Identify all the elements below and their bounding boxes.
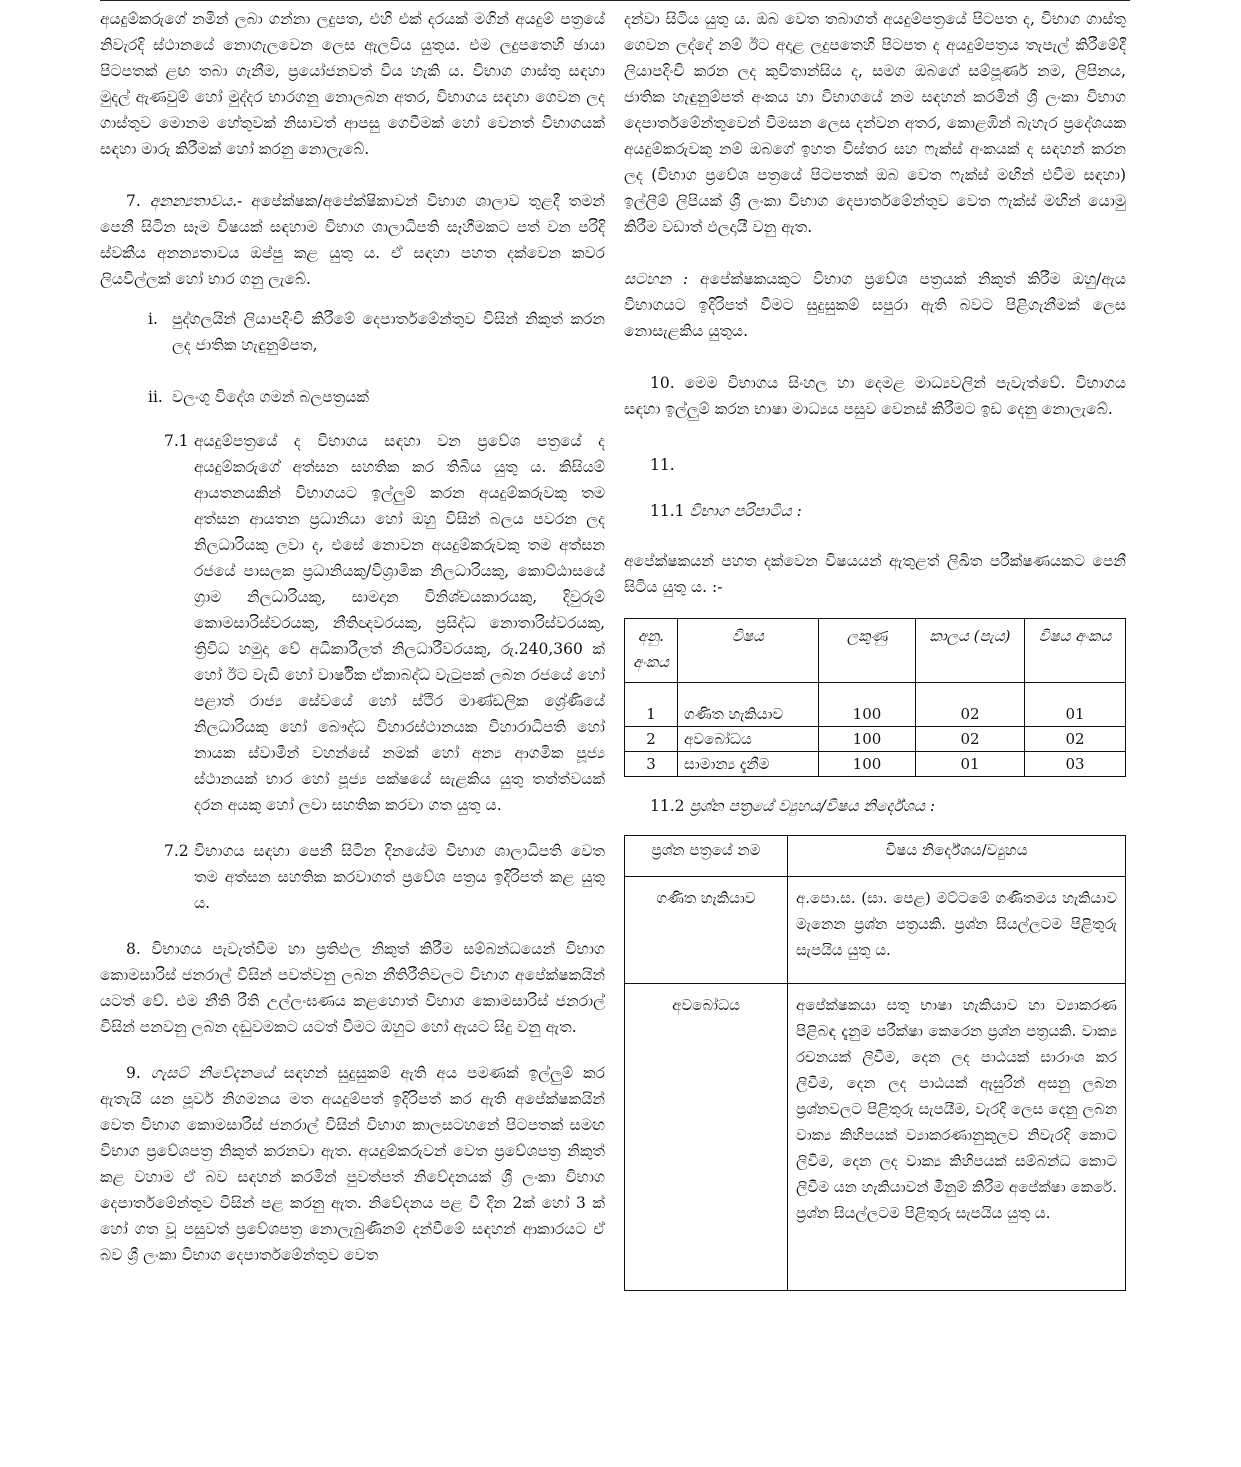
exam-table-header: විෂය bbox=[678, 619, 819, 683]
section-8: 8. විභාගය පැවැත්වීම හා ප්‍රතිඵල නිකුත් කිරීම සම්බන්ධයෙන් විභාග කොමසාරිස් ජනරාල් විසින් පවත්වනු ලබන නීතිරීතිවලට විභාග අපේක්ෂකයින් යටත් වේ. එම නීති රීති උල්ලංඝණය කළහොත් විභාග කොමසාරිස් ජනරාල් විසින් පනවනු ලබන දඬුවමකට යටත් වීමට ඔහුට හෝ ඇයට සිදු වනු ඇත. bbox=[100, 940, 605, 1036]
section-7-text: අපේක්ෂක/අපේක්ෂිකාවන් විභාග ශාලාව තුළදී තමන් පෙනී සිටින සෑම විෂයක් සඳහාම විභාග ශාලාධිපති සෑහීමකට පත් වන පරිදි ස්වකීය අනන්‍යතාවය ඔප්පු කළ යුතු ය. ඒ සඳහා පහත දක්වෙන කවර ලියවිල්ලක් හෝ භාර ගනු ලැබේ. bbox=[100, 192, 605, 288]
exam-table bbox=[624, 618, 1126, 777]
table-row bbox=[625, 683, 1126, 727]
table-cell: 1 bbox=[625, 683, 678, 727]
section-7 bbox=[100, 188, 605, 292]
section-7-2 bbox=[164, 838, 605, 916]
section-7-1 bbox=[164, 428, 605, 818]
section-11-1-number: 11.1 bbox=[650, 502, 685, 520]
section-11-1-text: අපේක්ෂකයන් පහත දක්වෙන විෂයයන් ඇතුළත් ලිඛිත පරීක්ෂණයකට පෙනී සිටිය යුතු ය. :- bbox=[624, 552, 1126, 596]
intro-paragraph: අයදුම්කරුගේ නමින් ලබා ගන්නා ලදුපත, එහි එක් දරයක් මගින් අයදුම් පත්‍රයේ නිවැරදි ස්ථානයේ නොගැලවෙන ලෙස ඇලවිය යුතුය. එම ලදුපතෙහි ඡායා පිටපතක් ළඟ තබා ගැනීම, ප්‍රයෝජනවත් විය හැකි ය. විභාග ගාස්තු සඳහා මුදල් ඇණවුම් හෝ මුද්දර භාරගනු නොලබන අතර, විභාගය සඳහා ගෙවන ලද ගාස්තුව මොනම හේතුවක් නිසාවත් ආපසු ගෙවීමක් හෝ වෙනත් විභාගයක් සඳහා මාරු කිරීමක් හෝ කරනු නොලැබේ. bbox=[100, 10, 605, 158]
table-cell: 02 bbox=[1025, 727, 1126, 752]
section-11-2-heading bbox=[624, 793, 1126, 819]
table-cell: 2 bbox=[625, 727, 678, 752]
table-cell: ගණිත හැකියාව bbox=[625, 877, 788, 984]
syllabus-table-header-row bbox=[625, 836, 1126, 877]
section-7-1-text: අයදුම්පත්‍රයේ ද විභාගය සඳහා වන ප්‍රවේශ පත්‍රයේ ද අයදුම්කරුගේ අත්සන සහතික කර තිබිය යුතු ය. කිසියම් ආයතනයකින් විභාගයට ඉල්ලුම් කරන අයදුම්කරුවකු තම අත්සන ආයතන ප්‍රධානියා හෝ ඔහු විසින් බලය පවරන ලද නිලධාරියකු ලවා ද, එසේ නොවන අයදුම්කරුවකු තම අත්සන රජයේ පාසලක ප්‍රධානියකු/විශ්‍රාමික නිලධාරියකු, කොට්ඨාසයේ ග්‍රාම නිලධාරියකු, සාමදාන විනිශ්චයකාරයකු, දිවුරුම් කොමසාරිස්වරයකු, නීතිඥවරයකු, ප්‍රසිද්ධ නොතාරිස්වරයකු, ත්‍රිවිධ හමුදා වේ අධිකාරීලත් නිලධාරීවරයකු, රු.240,360 ක් හෝ ඊට වැඩි හෝ වාර්ෂික ඒකාබද්ධ වැටුපක් ලබන රජයේ හෝ පළාත් රාජ්‍ය සේවයේ හෝ ස්ථිර මාණ්ඩලික ශ්‍රේණියේ නිලධාරියකු හෝ බෞද්ධ විහාරස්ථානයක විහාරාධිපති හෝ නායක ස්වාමීන් වහන්සේ නමක් හෝ අන්‍ය ආගමික පූජ්‍ය ස්ථානයක් භාර හෝ පූජ්‍ය පක්ෂයේ සැළකිය යුතු තත්ත්වයක් දරන අයකු හෝ ලවා සහතික කරවා ගත යුතු ය. bbox=[194, 432, 605, 814]
exam-table-header-row bbox=[625, 619, 1126, 683]
section-7-title: අනන්‍යතාවය.- bbox=[149, 192, 243, 210]
section-11-2-title: ප්‍රශ්න පත්‍රයේ ව්‍යුහය/විෂය නිර්දේශය : bbox=[689, 797, 936, 815]
table-cell: 02 bbox=[916, 727, 1025, 752]
section-11: 11. bbox=[650, 456, 675, 474]
table-cell: 100 bbox=[819, 752, 916, 777]
note-label: සටහන : bbox=[624, 270, 689, 288]
table-row bbox=[625, 752, 1126, 777]
continued-paragraph: දන්වා සිටිය යුතු ය. ඔබ වෙත තබාගත් අයදුම්පත්‍රයේ පිටපත ද, විභාග ගාස්තු ගෙවන ලද්දේ නම් ඊට අදාළ ලදුපතෙහි පිටපත ද අයදුම්පත්‍රය තැපැල් කිරීමේදී ලියාපදිංචි කරන ලද කුවිතාන්සිය ද, සමග ඔබගේ සම්පූර්ණ නම, ලිපිනය, ජාතික හැඳුනුම්පත් අංකය හා විභාගයේ නම සඳහන් කරමින් ශ්‍රී ලංකා විභාග දෙපාර්තමේන්තුවෙන් විමසන ලෙස දන්වන අතර, කොළඹින් බැහැර ප්‍රදේශයක අයදුම්කරුවකු නම් ඔබගේ ඉහත විස්තර සහ ෆැක්ස් අංකයක් ද සඳහන් කරන ලද (විභාග ප්‍රවේශ පත්‍රයේ පිටපතක් ඔබ වෙත ෆැක්ස් මඟින් එවීම සඳහා) ඉල්ලීම් ලිපියක් ශ්‍රී ලංකා විභාග දෙපාර්තමේන්තුව වෙත ෆැක්ස් මඟින් යොමු කිරීම වඩාත් ඵලදායී වනු ඇත. bbox=[624, 10, 1126, 236]
exam-table-header: අනු. අංකය bbox=[625, 619, 678, 683]
section-7-2-text: විභාගය සඳහා පෙනී සිටින දිනයේම විභාග ශාලාධිපති වෙත තම අත්සන සහතික කරවාගත් ප්‍රවේශ පත්‍රය ඉදිරිපත් කළ යුතු ය. bbox=[194, 842, 605, 912]
table-row bbox=[625, 984, 1126, 1291]
section-9-number: 9. bbox=[126, 1064, 141, 1082]
table-cell: 01 bbox=[1025, 683, 1126, 727]
table-cell: 02 bbox=[916, 683, 1025, 727]
section-9-emphasis: ගැසට් නිවේදනයේ bbox=[150, 1064, 274, 1082]
table-row bbox=[625, 877, 1126, 984]
syllabus-table bbox=[624, 835, 1126, 1291]
list-item bbox=[148, 306, 605, 358]
table-cell: අ.පො.ස. (සා. පෙළ) මට්ටමේ ගණිතමය හැකියාව මැනෙන ප්‍රශ්න පත්‍රයකි. ප්‍රශ්න සියල්ලටම පිළිතුරු සැපයිය යුතු ය. bbox=[788, 877, 1126, 984]
note-text: අපේක්ෂකයකුට විභාග ප්‍රවේශ පත්‍රයක් නිකුත් කිරීම ඔහු/ඇය විභාගයට ඉදිරිපත් වීමට සුදුසුකම් සපුරා ඇති බවට පිළිගැනීමක් ලෙස නොසැළකිය යුතුය. bbox=[624, 270, 1126, 340]
section-11-2-number: 11.2 bbox=[650, 797, 685, 815]
list-item bbox=[148, 384, 605, 410]
table-cell: 03 bbox=[1025, 752, 1126, 777]
exam-table-header: කාලය (පැය) bbox=[916, 619, 1025, 683]
table-cell: අවබෝධය bbox=[678, 727, 819, 752]
table-cell: අවබෝධය bbox=[625, 984, 788, 1291]
left-column bbox=[100, 6, 605, 1268]
exam-table-header: ලකුණු bbox=[819, 619, 916, 683]
table-row bbox=[625, 727, 1126, 752]
right-column bbox=[624, 6, 1126, 1291]
note-paragraph bbox=[624, 266, 1126, 344]
table-cell: අපේක්ෂකයා සතු භාෂා හැකියාව හා ව්‍යාකරණ පිළිබඳ දැනුම පරීක්ෂා කෙරෙන ප්‍රශ්න පත්‍රයකි. වාක්‍ය රචනයක් ලිවීම, දෙන ලද පාඨයක් සාරාංශ කර ලිවීම, දෙන ලද පාඨයක් ඇසුරින් අසනු ලබන ප්‍රශ්නවලට පිළිතුරු සැපයීම, වැරදි ලෙස දෙනු ලබන වාක්‍ය කිහිපයක් ව්‍යාකරණානුකූලව නිවැරදි කොට ලිවීම, දෙන ලද වාක්‍ය කිහිපයක් සම්බන්ධ කොට ලිවීම යන හැකියාවන් මිනුම් කිරීම අපේක්ෂා කෙරේ. ප්‍රශ්න සියල්ලටම පිළිතුරු සැපයිය යුතු ය. bbox=[788, 984, 1126, 1291]
section-11-1-title: විභාග පරිපාටිය : bbox=[689, 502, 802, 520]
section-11-1-heading bbox=[624, 498, 1126, 524]
list-item-text: පුද්ගලයින් ලියාපදිංචි කිරීමේ දෙපාර්තමේන්තුව විසින් නිකුත් කරන ලද ජාතික හැඳුනුම්පත, bbox=[172, 310, 605, 354]
table-cell: 01 bbox=[916, 752, 1025, 777]
exam-table-header: විෂය අංකය bbox=[1025, 619, 1126, 683]
section-7-2-number: 7.2 bbox=[164, 842, 189, 860]
section-7-1-number: 7.1 bbox=[164, 432, 189, 450]
syllabus-table-header: විෂය නිර්දේශය/ව්‍යුහය bbox=[788, 836, 1126, 877]
syllabus-table-header: ප්‍රශ්න පත්‍රයේ නම bbox=[625, 836, 788, 877]
table-cell: 100 bbox=[819, 683, 916, 727]
table-cell: 100 bbox=[819, 727, 916, 752]
table-cell: සාමාන්‍ය දැනීම bbox=[678, 752, 819, 777]
section-9 bbox=[100, 1060, 605, 1268]
table-cell: 3 bbox=[625, 752, 678, 777]
table-cell: ගණිත හැකියාව bbox=[678, 683, 819, 727]
list-item-text: වලංගු විදේශ ගමන් බලපත්‍රයක් bbox=[172, 388, 369, 406]
top-rule bbox=[100, 0, 1130, 1]
list-item-number: i. bbox=[148, 310, 158, 328]
list-item-number: ii. bbox=[148, 388, 163, 406]
section-9-text: සඳහන් සුදුසුකම් ඇති අය පමණක් ඉල්ලුම් කර ඇතැයි යන පූර්ව නිගමනය මත අයදුම්පත් ඉදිරිපත් කර ඇති අපේක්ෂකයින් වෙත විභාග කොමසාරිස් ජනරාල් විසින් විභාග කාලසටහනේ පිටපතක් සමඟ විභාග ප්‍රවේශපත්‍ර නිකුත් කරනවා ඇත. අයදුම්කරුවන් වෙත ප්‍රවේශපත්‍ර නිකුත් කළ වහාම ඒ බව සඳහන් කරමින් පුවත්පත් නිවේදනයක් ශ්‍රී ලංකා විභාග දෙපාර්තමේන්තුව විසින් පළ කරනු ඇත. නිවේදනය පළ වී දින 2ක් හෝ 3 ක් හෝ ගත වූ පසුවත් ප්‍රවේශපත්‍ර නොලැබුණිනම් දන්වීමේ සඳහන් ආකාරයට ඒ බව ශ්‍රී ලංකා විභාග දෙපාර්තමේන්තුව වෙත bbox=[100, 1064, 605, 1264]
section-7-number: 7. bbox=[126, 192, 141, 210]
section-10: 10. මෙම විභාගය සිංහල හා දෙමළ මාධ්‍යවලින් පැවැත්වේ. විභාගය සඳහා ඉල්ලුම් කරන භාෂා මාධ්‍යය පසුව වෙනස් කිරීමට ඉඩ දෙනු නොලැබේ. bbox=[624, 374, 1126, 418]
